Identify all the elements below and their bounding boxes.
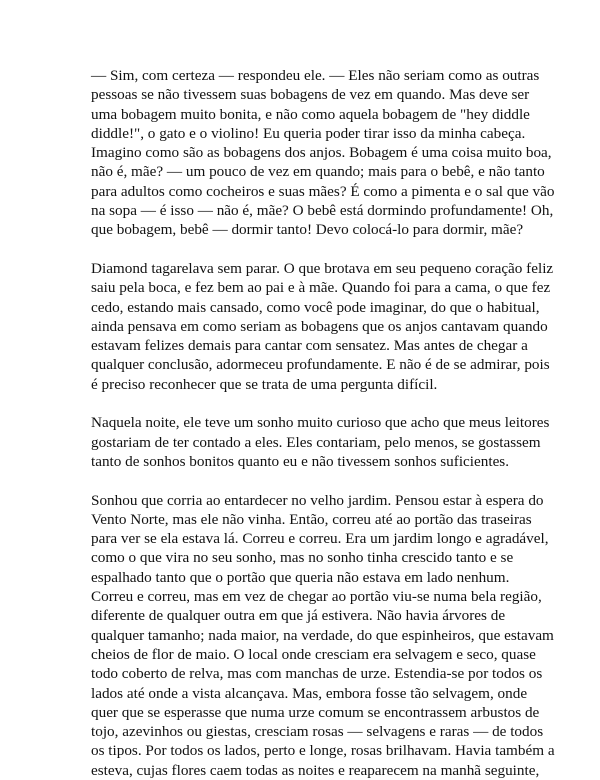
text-line: qualquer conclusão, adormeceu profundamente. E não é de se admirar, pois xyxy=(91,356,550,374)
text-line: os tipos. Por todos os lados, perto e longe, rosas brilhavam. Havia também a xyxy=(91,742,555,760)
text-line: não é, mãe? — um pouco de vez em quando; mais para o bebê, e não tanto xyxy=(91,163,545,181)
text-line: pessoas se não tivessem suas bobagens de vez em quando. Mas deve ser xyxy=(91,86,530,104)
text-line: qualquer tamanho; nada maior, na verdade, do que espinheiros, que estavam xyxy=(91,626,554,644)
text-line: diddle!", o gato e o violino! Eu queria poder tirar isso da minha cabeça. xyxy=(91,124,526,142)
text-line: ainda pensava em como seriam as bobagens que os anjos cantavam quando xyxy=(91,317,548,335)
paragraph xyxy=(91,66,555,240)
text-line: espalhado tanto que o portão que queria não estava em lado nenhum. xyxy=(91,568,510,586)
text-line: para adultos como cocheiros e suas mães? É como a pimenta e o sal que vão xyxy=(91,182,555,200)
paragraph xyxy=(91,491,555,780)
text-line: Diamond tagarelava sem parar. O que brotava em seu pequeno coração feliz xyxy=(91,259,554,277)
text-line: na sopa — é isso — não é, mãe? O bebê está dormindo profundamente! Oh, xyxy=(91,202,554,220)
text-line: gostariam de ter contado a eles. Eles contariam, pelo menos, se gostassem xyxy=(91,433,541,451)
text-line: cedo, estando mais cansado, como você pode imaginar, do que o habitual, xyxy=(91,298,540,316)
document-body xyxy=(91,66,555,780)
paragraph xyxy=(91,413,550,471)
paragraph xyxy=(91,259,554,394)
text-line: Vento Norte, mas ele não vinha. Então, correu até ao portão das traseiras xyxy=(91,510,532,528)
text-line: Imagino como são as bobagens dos anjos. Bobagem é uma coisa muito boa, xyxy=(91,144,552,162)
text-line: esteva, cujas flores caem todas as noites e reaparecem na manhã seguinte, xyxy=(91,761,540,779)
text-line: estavam felizes demais para cantar com sensatez. Mas antes de chegar a xyxy=(91,337,528,355)
text-line: que bobagem, bebê — dormir tanto! Devo colocá-lo para dormir, mãe? xyxy=(91,221,524,239)
text-line: Correu e correu, mas em vez de chegar ao portão viu-se numa bela região, xyxy=(91,588,542,606)
text-line: uma bobagem muito bonita, e não como aquela bobagem de "hey diddle xyxy=(91,105,530,123)
text-line: Naquela noite, ele teve um sonho muito curioso que acho que meus leitores xyxy=(91,414,550,432)
text-line: lados até onde a vista alcançava. Mas, embora fosse tão selvagem, onde xyxy=(91,684,528,702)
text-line: diferente de qualquer outra em que já estivera. Não havia árvores de xyxy=(91,607,506,625)
text-line: como o que vira no seu sonho, mas no sonho tinha crescido tanto e se xyxy=(91,549,514,567)
text-line: Sonhou que corria ao entardecer no velho jardim. Pensou estar à espera do xyxy=(91,491,544,509)
text-line: todo coberto de relva, mas com manchas de urze. Estendia-se por todos os xyxy=(91,665,543,683)
text-line: tanto de sonhos bonitos quanto eu e não tivessem sonhos suficientes. xyxy=(91,452,510,470)
text-line: — Sim, com certeza — respondeu ele. — Eles não seriam como as outras xyxy=(91,67,540,84)
text-line: para ver se ela estava lá. Correu e correu. Era um jardim longo e agradável, xyxy=(91,530,549,548)
text-line: quer que se esperasse que numa urze comum se encontrassem arbustos de xyxy=(91,703,540,721)
text-line: é preciso reconhecer que se trata de uma pergunta difícil. xyxy=(91,375,438,393)
text-line: cheios de flor de maio. O local onde cresciam era selvagem e seco, quase xyxy=(91,645,536,663)
text-line: tojo, azevinhos ou giestas, cresciam rosas — selvagens e raras — de todos xyxy=(91,723,544,741)
text-line: saiu pela boca, e fez bem ao pai e à mãe. Quando foi para a cama, o que fez xyxy=(91,279,551,297)
